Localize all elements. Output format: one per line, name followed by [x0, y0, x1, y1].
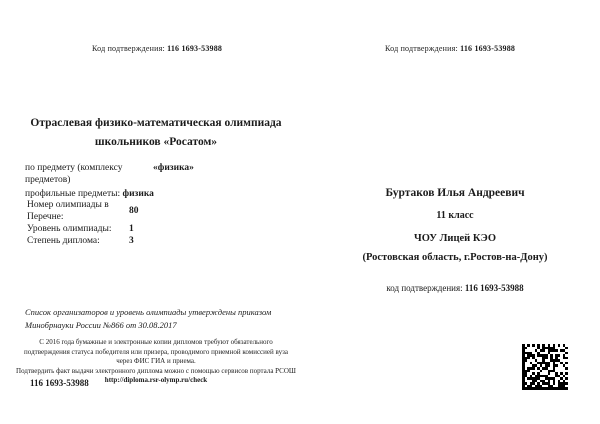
left-header-code-value: 116 1693-53988: [167, 44, 223, 53]
school-name: ЧОУ Лицей КЭО: [413, 233, 497, 244]
right-header-code-value: 116 1693-53988: [460, 44, 516, 53]
detail-label: Уровень олимпиады:: [27, 224, 112, 234]
ministry-order-note: Список организаторов и уровень олимпиады утверждены приказом Минобрнауки России №866 от 30.08.2017: [25, 307, 272, 330]
verification-url: http://diploma.rsr-olymp.ru/check: [104, 376, 208, 384]
school-location: (Ростовская область, г.Ростов-на-Дону): [362, 252, 548, 263]
right-code-label: код подтверждения:: [386, 283, 463, 293]
right-header-code-label: Код подтверждения:: [385, 44, 458, 53]
subject-label: по предмету (комплексу предметов): [25, 163, 123, 185]
left-header-code-label: Код подтверждения:: [92, 44, 165, 53]
profile-label: профильные предметы:: [25, 189, 121, 199]
detail-value: 3: [129, 236, 134, 246]
student-grade: 11 класс: [436, 210, 474, 221]
right-header-confirmation-code: [385, 44, 515, 53]
right-code-value: 116 1693-53988: [464, 283, 524, 293]
legal-note-line1: С 2016 года бумажные и электронные копии дипломов требуют обязательного подтверждения статуса победителя или призера, проводимого приемной комиссией вуза через ФИС ГИА и приема.: [24, 338, 288, 365]
detail-row-number: [27, 199, 267, 223]
profile-value: физика: [122, 189, 154, 199]
olympiad-title-line2: школьников «Росатом»: [94, 136, 218, 148]
detail-label: Степень диплома:: [27, 236, 100, 246]
student-name: Буртаков Илья Андреевич: [385, 187, 525, 199]
right-confirmation-code: [330, 283, 580, 293]
subject-row: [25, 162, 290, 186]
detail-label: Номер олимпиады в Перечне:: [27, 200, 109, 222]
detail-row-degree: [27, 235, 267, 247]
olympiad-title-line1: Отраслевая физико-математическая олимпиада: [30, 117, 282, 129]
olympiad-title: [22, 114, 290, 152]
olympiad-details: [27, 199, 267, 247]
legal-note-line2-text: Подтвердить факт выдачи электронного диплома можно с помощью сервисов портала РСОШ: [16, 366, 296, 375]
detail-value: 1: [129, 224, 134, 234]
detail-value: 80: [129, 206, 139, 216]
left-header-confirmation-code: [92, 44, 222, 53]
detail-row-level: [27, 223, 267, 235]
left-footer-code: 116 1693-53988: [30, 378, 89, 388]
subject-block: [25, 162, 290, 200]
subject-value: «физика»: [153, 163, 194, 173]
datamatrix-barcode-icon: [522, 344, 568, 390]
